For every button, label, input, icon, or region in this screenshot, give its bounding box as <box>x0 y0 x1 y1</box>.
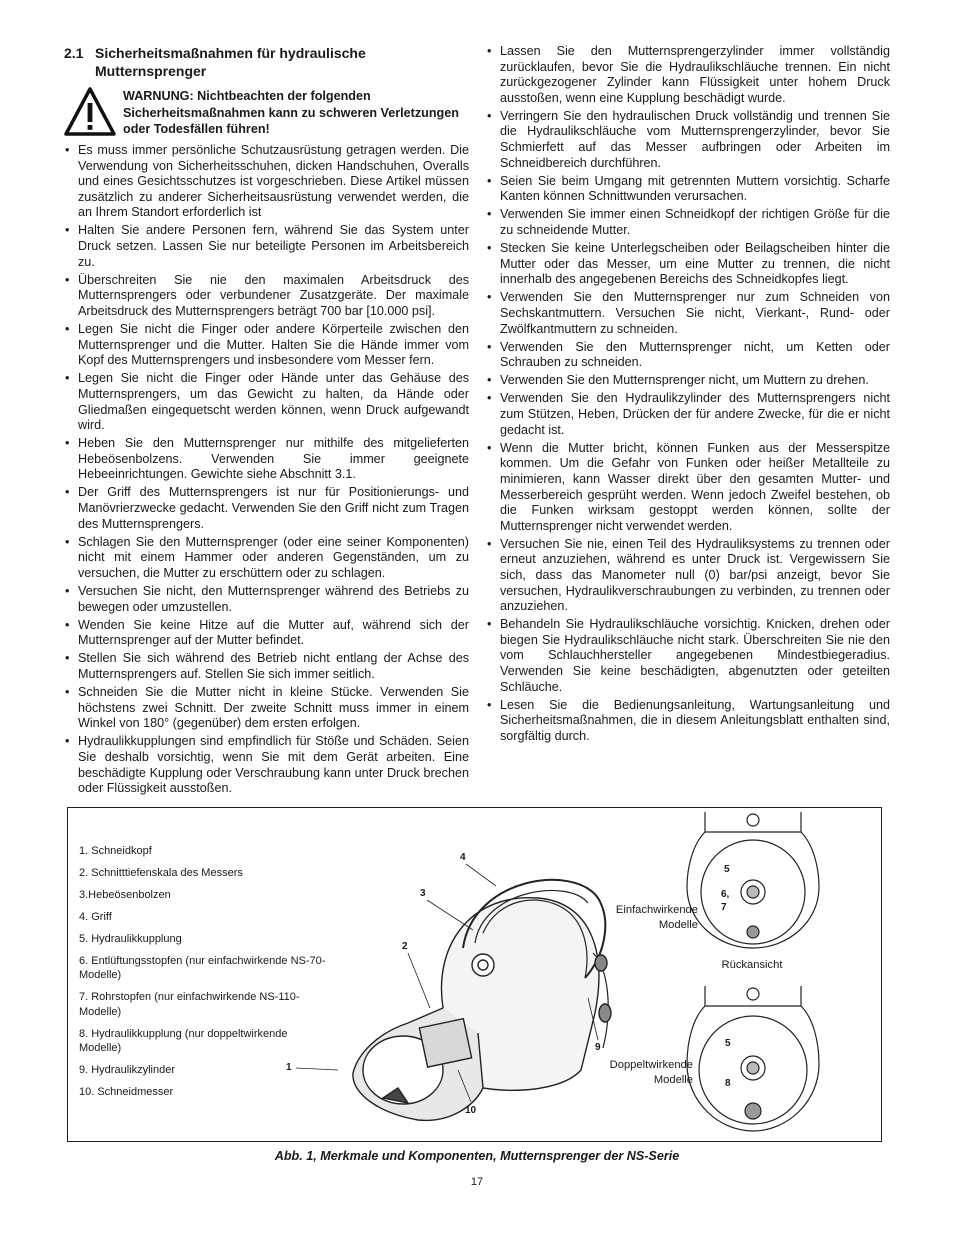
bullet-item: • Lassen Sie den Mutternsprengerzylinder immer vollständig zurücklaufen, bevor Sie die Hydraulikschläuche trennen. Ein nicht zurückgezogener Zylinder kann Flüssigkeit unter hohem Druck ausstoßen, wenn eine Kupplung beschädigt wurde. <box>486 44 890 106</box>
bullet-item: • Schneiden Sie die Mutter nicht in kleine Stücke. Verwenden Sie höchstens zwei Schnitt. Der zweite Schnitt muss immer in einem Winkel von 180° (gegenüber) dem ersten erfolgen. <box>64 685 469 732</box>
callout-10: 10 <box>465 1105 477 1116</box>
bullet-item: • Verwenden Sie den Mutternsprenger nur zum Schneiden von Sechskantmuttern. Versuchen Sie nicht, Vierkant-, Rund- oder Zwölfkantmuttern zu schneiden. <box>486 290 890 337</box>
bullet-item: • Legen Sie nicht die Finger oder Hände unter das Gehäuse des Mutternsprengers, um das Gewicht zu halten, da Hände oder Gliedmaßen eingequetscht werden können, wenn Druck aufgewandt wird. <box>64 371 469 433</box>
bullet-item: • Verwenden Sie den Mutternsprenger nicht, um Ketten oder Schrauben zu schneiden. <box>486 340 890 371</box>
warning-text <box>123 88 469 138</box>
bullet-item: • Hydraulikkupplungen sind empfindlich für Stöße und Schäden. Seien Sie deshalb vorsichtig, wenn Sie mit dem Gerät arbeiten. Eine beschädigte Kupplung oder Verschraubung kann unter Druck brechen oder Flüssigkeit ausstoßen. <box>64 734 469 796</box>
bullet-item: • Seien Sie beim Umgang mit getrennten Muttern vorsichtig. Scharfe Kanten können Schnittwunden verursachen. <box>486 174 890 205</box>
section-title: Sicherheitsmaßnahmen für hydraulische Mutternsprenger <box>95 45 366 79</box>
callout-rear-8: 8 <box>725 1078 731 1089</box>
bullet-item: • Legen Sie nicht die Finger oder andere Körperteile zwischen den Mutternsprenger und die Mutter. Halten Sie die Hände immer vom Kopf des Mutternsprengers und insbesondere vom Messer fern. <box>64 322 469 369</box>
section-heading <box>64 44 469 80</box>
callout-4: 4 <box>460 852 466 863</box>
rear-view-label: Rückansicht <box>721 959 783 971</box>
right-bullet-list <box>486 44 890 745</box>
legend-item: 3.Hebeösenbolzen <box>79 889 171 901</box>
callout-rear-6: 6, <box>721 889 730 900</box>
section-number: 2.1 <box>64 45 84 61</box>
callout-rear-5a: 5 <box>724 864 730 875</box>
legend-item: 4. Griff <box>79 911 112 923</box>
callout-1: 1 <box>286 1062 292 1073</box>
bullet-item: • Lesen Sie die Bedienungsanleitung, Wartungsanleitung und Sicherheitsmaßnahmen, die in diesem Anleitungsblatt enthalten sind, sorgfältig durch. <box>486 698 890 745</box>
right-column <box>486 44 890 747</box>
single-acting-label: Einfachwirkende Modelle <box>615 904 698 931</box>
bullet-item: • Verringern Sie den hydraulischen Druck vollständig und trennen Sie die Hydraulikschläuche vom Mutternsprengerzylinder, bevor Sie Schmierfett auf das Messer aufbringen oder Arbeiten im Schneidbereich durchführen. <box>486 109 890 171</box>
bullet-item: • Heben Sie den Mutternsprenger nur mithilfe des mitgelieferten Hebeösenbolzens. Verwenden Sie immer geeignete Hebeeinrichtungen. Gewichte siehe Abschnitt 3.1. <box>64 436 469 483</box>
rear-view-double-acting <box>683 986 823 1136</box>
bullet-item: • Verwenden Sie immer einen Schneidkopf der richtigen Größe für die zu schneidende Mutter. <box>486 207 890 238</box>
bullet-item: • Der Griff des Mutternsprengers ist nur für Positionierungs- und Manövrierzwecke gedacht. Verwenden Sie den Griff nicht zum Tragen des Mutternsprengers. <box>64 485 469 532</box>
legend-item: 6. Entlüftungsstopfen (nur einfachwirkende NS-70-Modelle) <box>79 955 326 982</box>
legend-item: 7. Rohrstopfen (nur einfachwirkende NS-110-Modelle) <box>79 991 300 1018</box>
bullet-item: • Versuchen Sie nicht, den Mutternsprenger während des Betriebs zu bewegen oder umzustellen. <box>64 584 469 615</box>
bullet-item: • Wenden Sie keine Hitze auf die Mutter auf, während sich der Mutternsprenger auf der Mutter befindet. <box>64 618 469 649</box>
legend-item: 10. Schneidmesser <box>79 1086 174 1099</box>
bullet-item: • Stecken Sie keine Unterlegscheiben oder Beilagscheiben hinter die Mutter oder das Messer, um eine Mutter zu trennen, die nicht innerhalb des angegebenen Bereichs des Schneidkopfes liegt. <box>486 241 890 288</box>
legend-item: 2. Schnitttiefenskala des Messers <box>79 867 243 879</box>
warning-block <box>64 88 469 138</box>
page-number: 17 <box>470 1176 484 1188</box>
warning-message: Nichtbeachten der folgenden Sicherheitsmaßnahmen kann zu schweren Verletzungen oder Todesfällen führen! <box>123 89 459 136</box>
warning-triangle-icon <box>64 86 116 138</box>
legend-item: 8. Hydraulikkupplung (nur doppeltwirkende Modelle) <box>79 1027 288 1055</box>
double-acting-label: Doppeltwirkende Modelle <box>609 1059 693 1086</box>
callout-rear-5b: 5 <box>725 1038 731 1049</box>
legend-item: 5. Hydraulikkupplung <box>79 933 182 945</box>
bullet-item: • Verwenden Sie den Mutternsprenger nicht, um Muttern zu drehen. <box>486 373 890 389</box>
bullet-item: • Es muss immer persönliche Schutzausrüstung getragen werden. Die Verwendung von Sicherheitsschuhen, dicken Handschuhen, Overalls und eines Gesichtsschutzes ist vorgeschrieben. Diese Artikel müssen zusätzlich zu anderer Sicherheitsausrüstung verwendet werden, die an Ihrem Standort erforderlich ist <box>64 143 469 221</box>
callout-2: 2 <box>402 941 408 952</box>
legend-item: 9. Hydraulikzylinder <box>79 1064 175 1077</box>
bullet-item: • Verwenden Sie den Hydraulikzylinder des Mutternsprengers nicht zum Stützen, Heben, Drücken der für andere Zwecke, für die er nicht gedacht ist. <box>486 391 890 438</box>
figure-box <box>67 807 882 1142</box>
rear-view-single-acting <box>683 812 823 952</box>
callout-rear-7: 7 <box>721 902 727 913</box>
bullet-item: • Schlagen Sie den Mutternsprenger (oder eine seiner Komponenten) nicht mit einem Hammer oder anderen Gegenständen, um zu versuchen, die Mutter zu erschüttern oder zu schlagen. <box>64 535 469 582</box>
bullet-item: • Überschreiten Sie nie den maximalen Arbeitsdruck des Mutternsprengers oder verbundener Zusatzgeräte. Der maximale Arbeitsdruck des Mutternsprengers beträgt 700 bar [10.000 psi]. <box>64 273 469 320</box>
legend-item: 1. Schneidkopf <box>79 845 152 857</box>
bullet-item: • Versuchen Sie nie, einen Teil des Hydrauliksystems zu trennen oder erneut anzuziehen, während es unter Druck ist. Vergewissern Sie sich, dass das Manometer null (0) bar/psi anzeigt, bevor Sie versuchen, Hydraulikverschraubungen zu verbinden, zu trennen oder anzuziehen. <box>486 537 890 615</box>
callout-9: 9 <box>595 1042 601 1053</box>
bullet-item: • Halten Sie andere Personen fern, während Sie das System unter Druck setzen. Lassen Sie nur beteiligte Personen im Arbeitsbereich zu. <box>64 223 469 270</box>
bullet-item: • Behandeln Sie Hydraulikschläuche vorsichtig. Knicken, drehen oder biegen Sie Hydraulikschläuche nicht stark. Überschreiten Sie nie den vom Schlauchhersteller angegebenen Mindestbiegeradius. Verwenden Sie keine beschädigten, abgenutzten oder geteilten Schläuche. <box>486 617 890 695</box>
left-column <box>64 44 469 799</box>
left-bullet-list <box>64 143 469 797</box>
figure-caption: Abb. 1, Merkmale und Komponenten, Mutternsprenger der NS-Serie <box>274 1149 680 1163</box>
bullet-item: • Wenn die Mutter bricht, können Funken aus der Messerspitze kommen. Um die Gefahr von Funken oder heißer Metallteile zu minimieren, kann Wasser direkt über den gesamten Mutter- und Messerbereich gesprüht werden. Wenn jedoch Zweifel bestehen, ob die Funken wirksam gestoppt werden können, sollte der Mutternsprenger nicht verwendet werden. <box>486 441 890 535</box>
bullet-item: • Stellen Sie sich während des Betrieb nicht entlang der Achse des Mutternsprengers auf. Stellen Sie sich immer seitlich. <box>64 651 469 682</box>
callout-3: 3 <box>420 888 426 899</box>
warning-label: WARNUNG: <box>123 89 194 103</box>
